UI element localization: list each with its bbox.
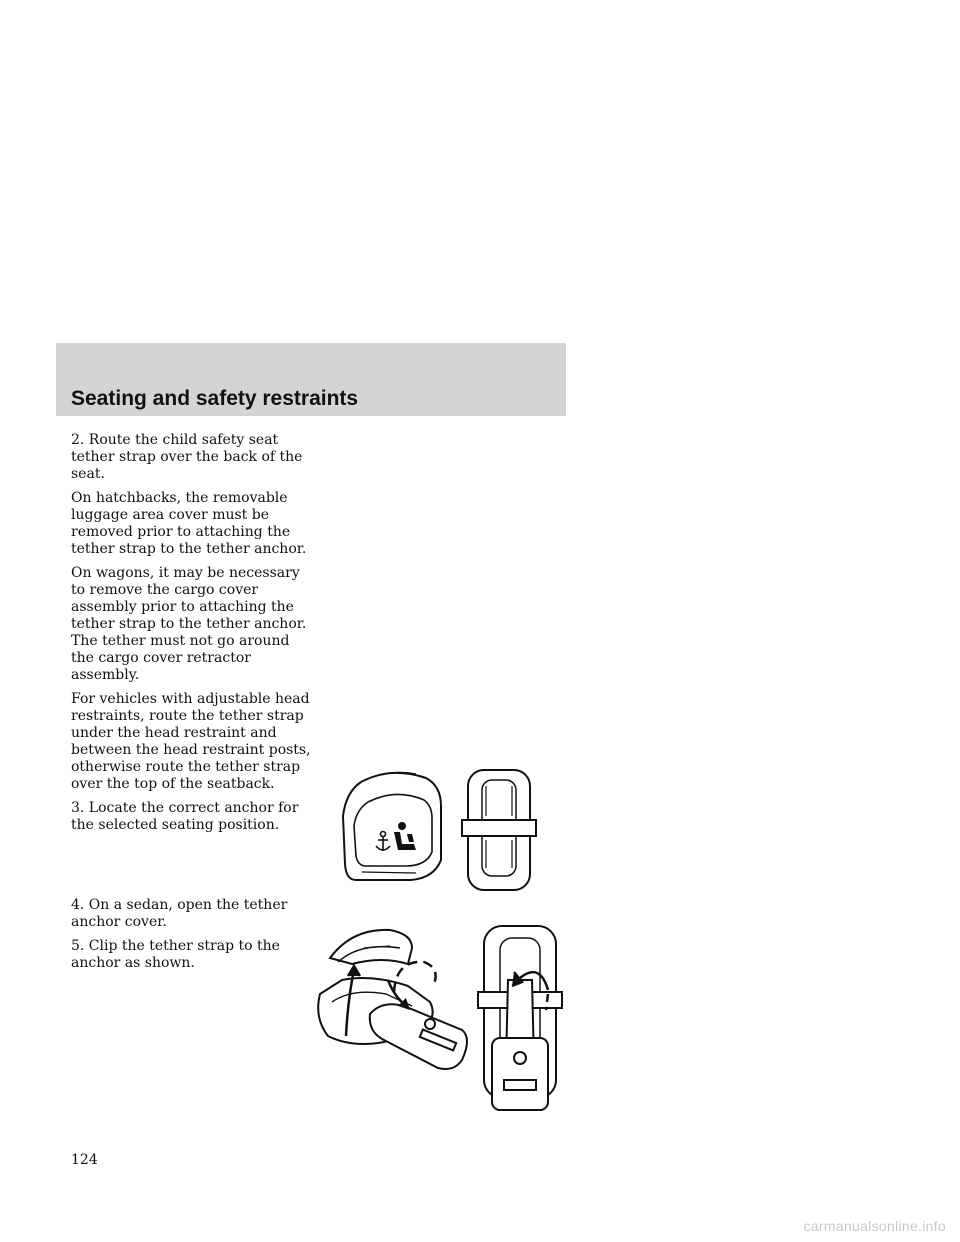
swing-arrow-icon	[394, 962, 436, 992]
paragraph-head-restraints: For vehicles with adjustable head restraints, route the tether strap under the head restraint and between the head restraint posts, otherwise route the tether strap over the top of the seatback.	[71, 691, 311, 792]
paragraph-wagons: On wagons, it may be necessary to remove the cargo cover assembly prior to attaching the tether strap to the tether anchor. The tether must not go around the cargo cover retractor assembly.	[71, 565, 307, 683]
section-title: Seating and safety restraints	[71, 387, 359, 410]
instructions-text	[71, 432, 311, 841]
paragraph-step-5: 5. Clip the tether strap to the anchor as shown.	[71, 938, 280, 971]
tether-hook	[370, 1004, 467, 1069]
child-seat-symbol-icon	[394, 822, 416, 850]
paragraph-step-3: 3. Locate the correct anchor for the selected seating position.	[71, 800, 299, 833]
open-arrow-icon	[346, 966, 360, 1036]
section-header-band	[56, 343, 566, 416]
anchor-cover-illustration	[336, 756, 546, 894]
paragraph-step-2: 2. Route the child safety seat tether strap over the back of the seat.	[71, 432, 303, 482]
page-number: 124	[71, 1152, 98, 1168]
tether-anchor-with-strap	[478, 926, 562, 1110]
anchor-cover-inner-shape	[354, 794, 432, 866]
paragraph-step-4: 4. On a sedan, open the tether anchor cover.	[71, 897, 288, 930]
footer-watermark: carmanualsonline.info	[803, 1218, 946, 1234]
steps-text	[71, 897, 311, 979]
anchor-symbol-icon	[376, 832, 390, 852]
anchor-cover-outer-shape	[343, 773, 441, 880]
clip-tether-illustration	[312, 918, 568, 1118]
paragraph-hatchbacks: On hatchbacks, the removable luggage area cover must be removed prior to attaching the tether strap to the tether anchor.	[71, 490, 307, 557]
tether-anchor-bracket	[462, 770, 536, 890]
